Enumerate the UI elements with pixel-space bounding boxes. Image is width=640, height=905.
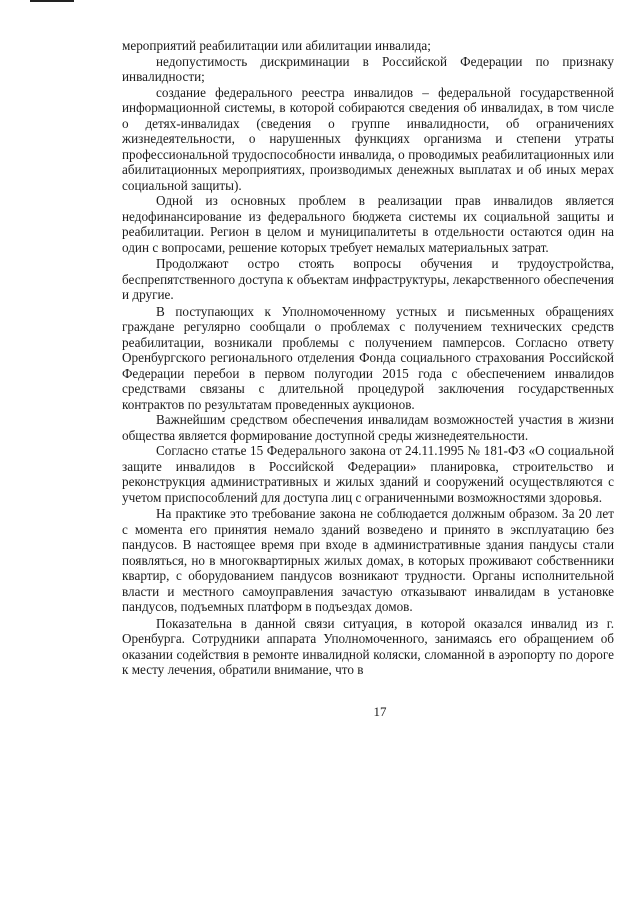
paragraph-2: недопустимость дискриминации в Российской Федерации по признаку инвалидности; <box>122 53 614 84</box>
paragraph-5: Продолжают остро стоять вопросы обучения и трудоустройства, беспрепятственного доступа к объектам инфраструктуры, лекарственного обеспечения и другие. <box>122 256 614 302</box>
document-page <box>122 38 614 678</box>
paragraph-4: Одной из основных проблем в реализации прав инвалидов является недофинансирование из федерального бюджета системы их социальной защиты и реабилитации. Регион в целом и муниципалитеты в отдельности остаются один на один с вопросами, решение которых требует немалых материальных затрат. <box>122 193 614 255</box>
paragraph-6: В поступающих к Уполномоченному устных и письменных обращениях граждане регулярно сообщали о проблемах с получением технических средств реабилитации, возникали проблемы с получением памперсов. Согласно ответу Оренбургского регионального отделения Фонда социального страхования Российской Федерации перебои в первом полугодии 2015 года с обеспечением инвалидов средствами связаны с длительной процедурой заключения государственных контрактов по результатам проведенных аукционов. <box>122 303 614 412</box>
scan-edge-mark <box>30 0 74 2</box>
paragraph-10: Показательна в данной связи ситуация, в которой оказался инвалид из г. Оренбурга. Сотрудники аппарата Уполномоченного, занимаясь его обращением об оказании содействия в ремонте инвалидной коляски, сломанной в аэропорту по дороге к месту лечения, обратили внимание, что в <box>122 615 614 677</box>
paragraph-3: создание федерального реестра инвалидов – федеральной государственной информационной системы, в которой собираются сведения об инвалидах, в том числе о детях-инвалидах (сведения о группе инвалидности, об ограничениях жизнедеятельности, о нарушенных функциях организма и степени утраты профессиональной трудоспособности инвалида, о проводимых реабилитационных или абилитационных мероприятиях, производимых денежных выплатах и об иных мерах социальной защиты). <box>122 84 614 193</box>
paragraph-7: Важнейшим средством обеспечения инвалидам возможностей участия в жизни общества является формирование доступной среды жизнедеятельности. <box>122 412 614 443</box>
paragraph-8: Согласно статье 15 Федерального закона от 24.11.1995 № 181-ФЗ «О социальной защите инвалидов в Российской Федерации» планировка, строительство и реконструкция административных и жилых зданий и сооружений осуществляются с учетом приспособлений для доступа лиц с ограниченными возможностями здоровья. <box>122 443 614 505</box>
paragraph-1: мероприятий реабилитации или абилитации инвалида; <box>122 38 431 53</box>
paragraph-9: На практике это требование закона не соблюдается должным образом. За 20 лет с момента его принятия немало зданий возведено и принято в эксплуатацию без пандусов. В настоящее время при входе в административные здания пандусы стали появляться, но в многоквартирных жилых домах, в которых проживают собственники квартир, с оборудованием пандусов возникают трудности. Органы исполнительной власти и местного самоуправления зачастую отказывают инвалидам в установке пандусов, подъемных платформ в подъездах домов. <box>122 506 614 614</box>
page-number: 17 <box>373 704 387 719</box>
